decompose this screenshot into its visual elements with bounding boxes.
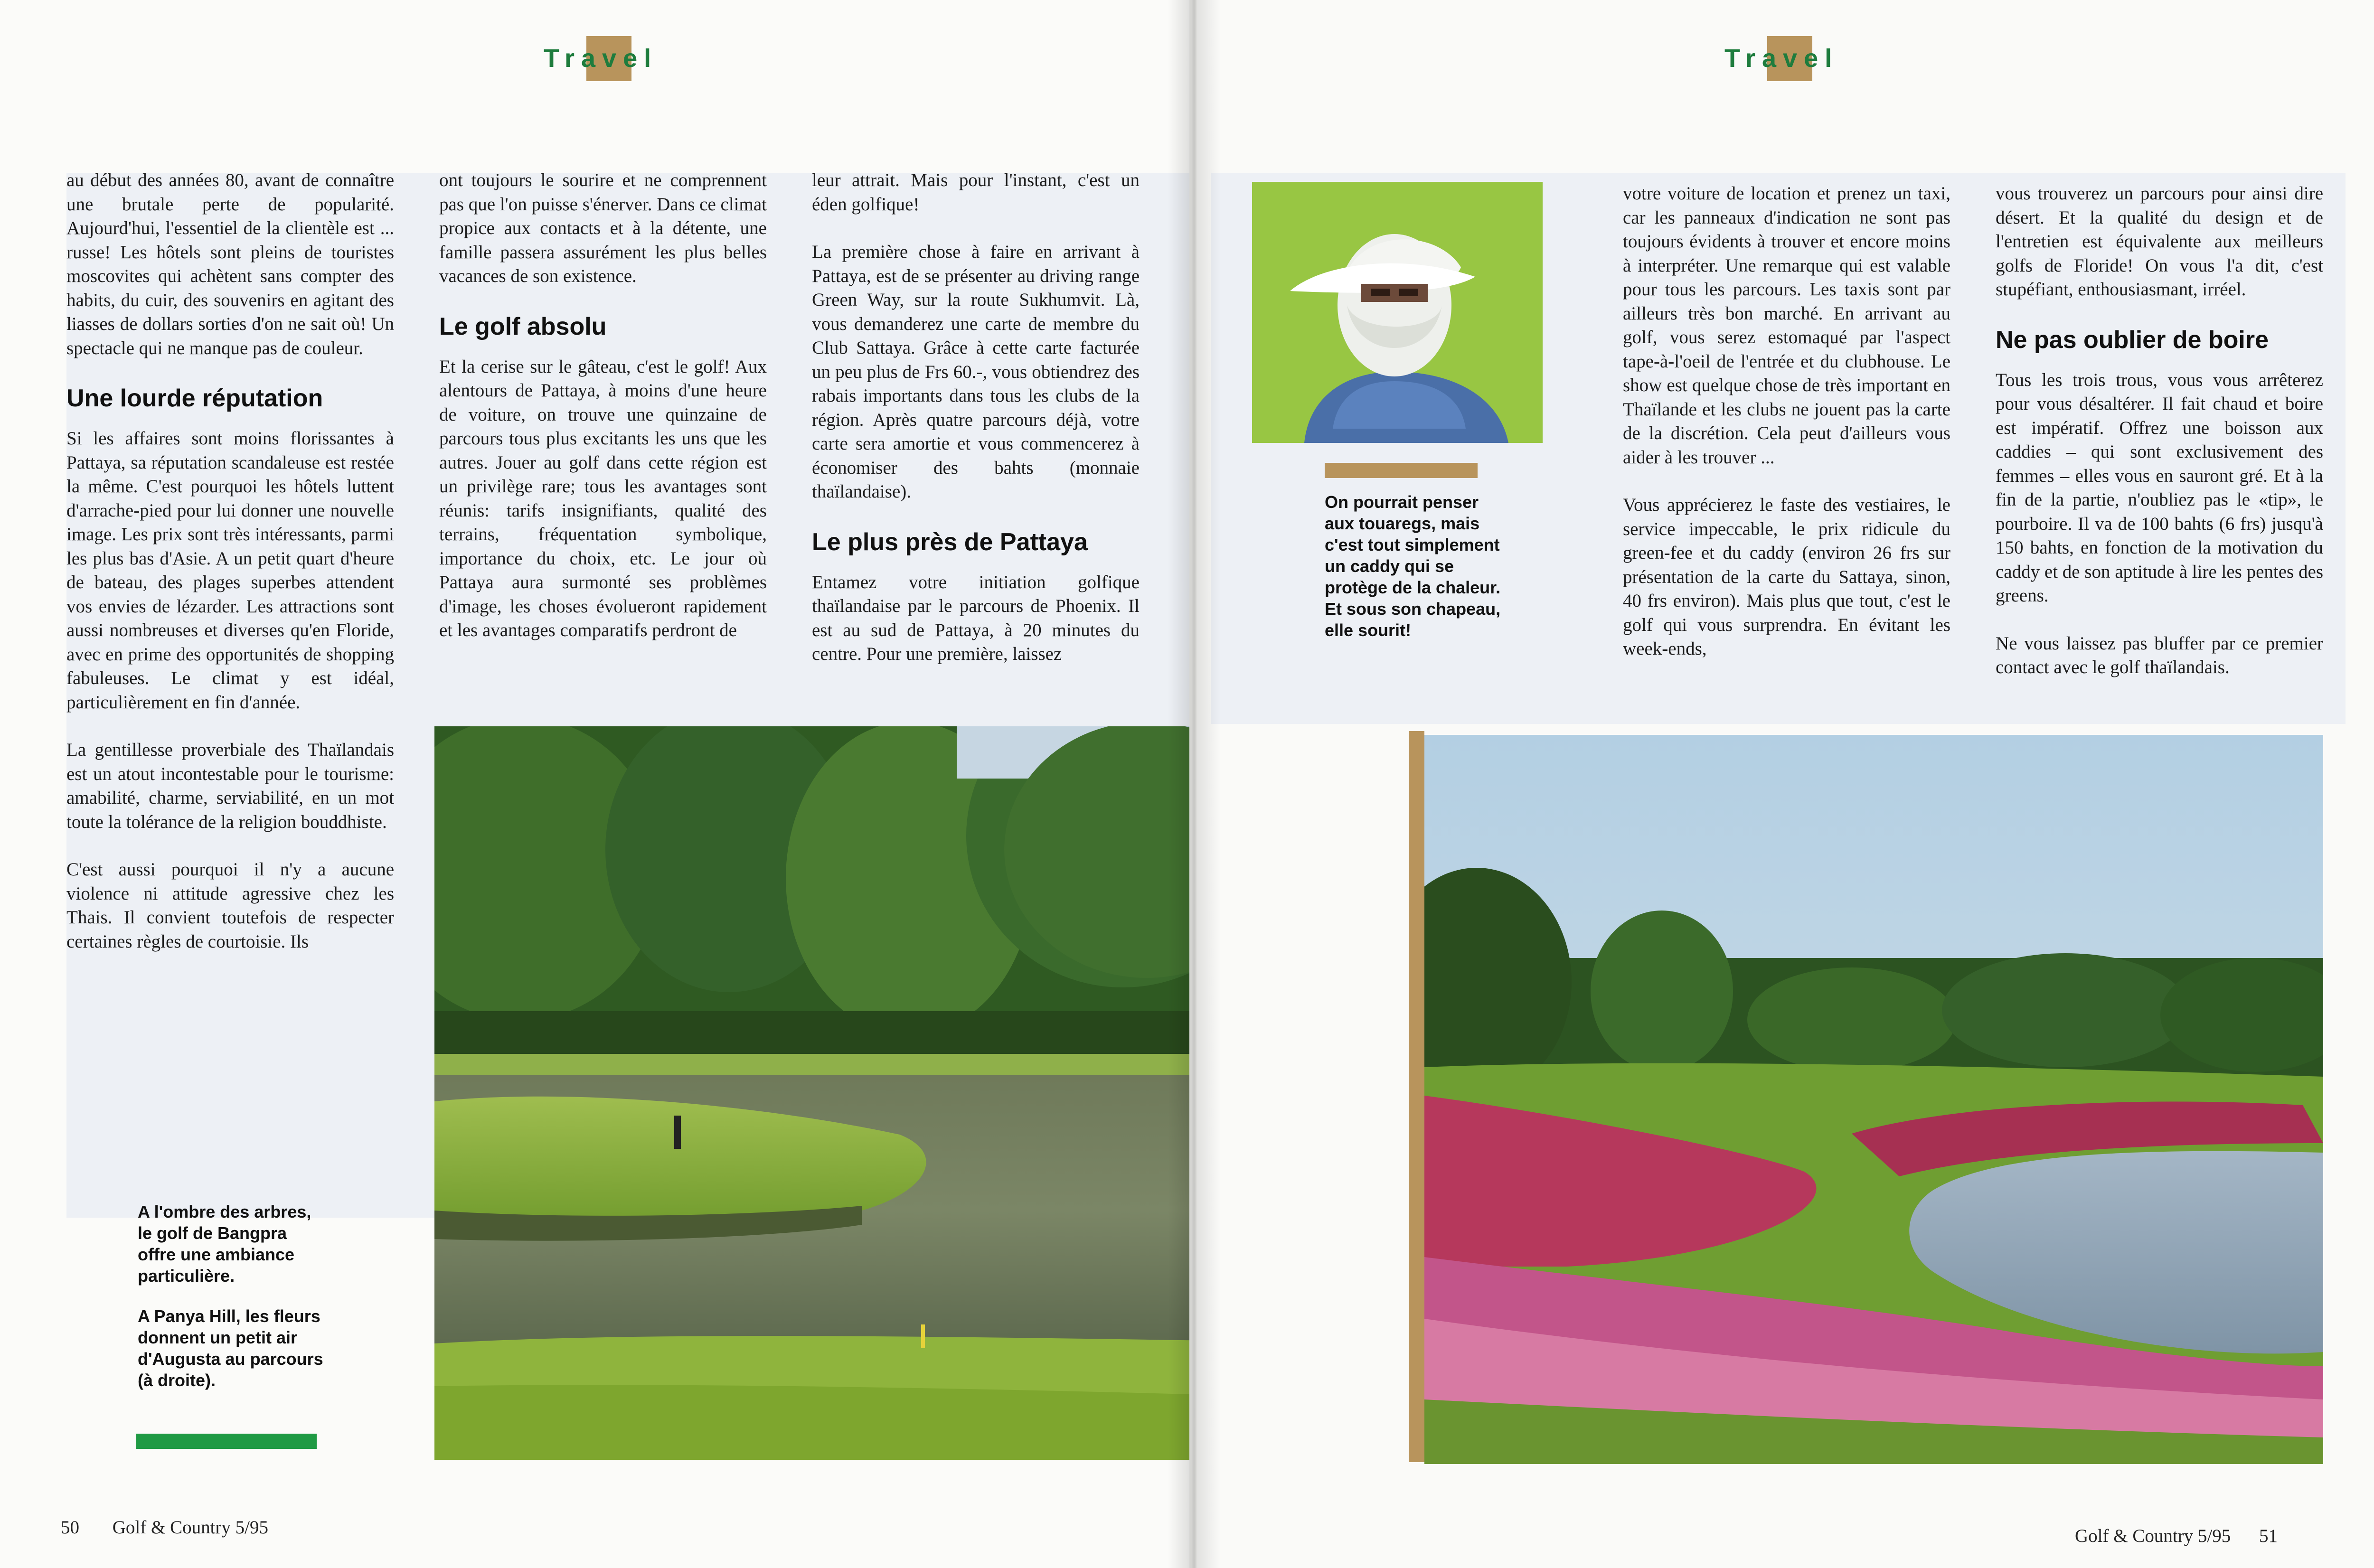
paragraph: C'est aussi pourquoi il n'y a aucune violence ni attitude agressive chez les Thais. Il convient toutefois de respecter certaines règles de courtoisie. Ils (66, 859, 394, 952)
subheading: Ne pas oublier de boire (1996, 326, 2269, 354)
right-page (1196, 0, 2374, 1568)
left-column-2 (439, 169, 767, 667)
section-header (544, 37, 658, 80)
caddy-caption: On pourrait penser aux touaregs, mais c'est tout simplement un caddy qui se protège de la chaleur. Et sous son chapeau, elle sourit! (1325, 492, 1501, 640)
paragraph: Ne vous laissez pas bluffer par ce premier contact avec le golf thaïlandais. (1996, 633, 2323, 677)
right-column-2 (1996, 182, 2323, 704)
caption-paragraph: A Panya Hill, les fleurs donnent un petit air d'Augusta au parcours (à droite). (138, 1306, 323, 1390)
left-caption (138, 1201, 328, 1410)
panya-hill-golf-photo (1424, 735, 2323, 1464)
spine-shadow (1168, 0, 1220, 1568)
paragraph: leur attrait. Mais pour l'instant, c'est un éden golfique! (812, 170, 1140, 215)
bangpra-golf-photo (434, 726, 1189, 1460)
paragraph: votre voiture de location et prenez un taxi, car les panneaux d'indication ne sont pas toujours évidents à trouver et encore moins à interpréter. Une remarque qui est valable pour tous les parcours. Les taxis sont par ailleurs très bon marché. En arrivant au golf, vous serez estomaqué par l'aspect tape-à-l'oeil de l'entrée et du clubhouse. Le show est quelque chose de très important en Thaïlande et les clubs ne jouent pas la carte de la discrétion. Cela peut d'ailleurs vous aider à les trouver ... (1623, 183, 1950, 468)
section-header-label: Travel (1724, 44, 1839, 73)
section-header-label: Travel (544, 44, 658, 73)
magazine-issue: Golf & Country 5/95 (2075, 1526, 2231, 1546)
caption-paragraph: A l'ombre des arbres, le golf de Bangpra offre une ambiance particulière. (138, 1202, 311, 1286)
paragraph: vous trouverez un parcours pour ainsi dire désert. Et la qualité du design et de l'entretien est équivalente aux meilleurs golfs de Floride! On vous l'a dit, c'est stupéfiant, enthousiasmant, irréel. (1996, 183, 2323, 300)
subheading: Le golf absolu (439, 312, 607, 340)
paragraph: Et la cerise sur le gâteau, c'est le golf! Aux alentours de Pattaya, à moins d'une heure de voiture, on trouve une quinzaine de parcours tous plus excitants les uns que les autres. Jouer au golf dans cette région est un privilège rare; tous les avantages sont réunis: tarifs insignifiants, qualité des terrains, fréquentation symbolique, importance du choix, etc. Le jour où Pattaya aura surmonté ses problèmes d'image, les choses évolueront rapidement et les avantages comparatifs perdront de (439, 356, 767, 640)
caption-rule-green (136, 1434, 317, 1449)
paragraph: ont toujours le sourire et ne comprennent pas que l'on puisse s'énerver. Dans ce climat propice aux contacts et à la détente, une famille passera assurément les plus belles vacances de son existence. (439, 170, 767, 286)
folio-right (2075, 1525, 2278, 1547)
caption-rule-gold (1325, 463, 1478, 478)
left-column-3 (812, 169, 1140, 690)
page-number: 50 (61, 1517, 79, 1538)
paragraph: Vous apprécierez le faste des vestiaires, le service impeccable, le prix ridicule du green-fee et du caddy (environ 26 frs sur présentation de la carte du Sattaya, sinon, 40 frs environ). Mais plus que tout, c'est le golf qui vous surprendra. En évitant les week-ends, (1623, 495, 1950, 659)
right-column-1 (1623, 182, 1950, 685)
magazine-issue: Golf & Country 5/95 (112, 1517, 268, 1538)
paragraph: au début des années 80, avant de connaître une brutale perte de popularité. Aujourd'hui, l'essentiel de la clientèle est ... russe! Les hôtels sont pleins de touristes moscovites qui achètent sans compter des habits, du cuir, des souvenirs en agitant des liasses de dollars sorties d'on ne sait où! Un spectacle qui ne manque pas de couleur. (66, 170, 394, 358)
paragraph: Entamez votre initiation golfique thaïlandaise par le parcours de Phoenix. Il est au sud de Pattaya, à 20 minutes du centre. Pour une première, laissez (812, 572, 1140, 664)
folio-left (61, 1517, 268, 1538)
subheading: Une lourde réputation (66, 385, 323, 412)
page-number: 51 (2259, 1526, 2278, 1546)
subheading: Le plus près de Pattaya (812, 528, 1088, 556)
section-header (1724, 37, 1838, 80)
caddy-photo (1252, 182, 1543, 443)
paragraph: Si les affaires sont moins florissantes à Pattaya, sa réputation scandaleuse est restée la même. C'est pourquoi les hôtels luttent d'arrache-pied pour lui donner une nouvelle image. Les prix sont très intéressants, parmi les plus bas d'Asie. A un petit quart d'heure de bateau, des plages superbes attendent vos envies de lézarder. Les attractions sont aussi nombreuses et diverses qu'en Floride, avec en prime des opportunités de shopping fabuleuses. Le climat y est idéal, particulièrement en fin d'année. (66, 428, 394, 713)
paragraph: La première chose à faire en arrivant à Pattaya, est de se présenter au driving range Green Way, sur la route Sukhumvit. Là, vous demanderez une carte de membre du Club Sattaya. Grâce à cette carte facturée un peu plus de Frs 60.-, vous obtiendrez des rabais importants dans tous les clubs de la région. Après quatre parcours déjà, votre carte sera amortie et vous commencerez à économiser des bahts (monnaie thaïlandaise). (812, 242, 1140, 502)
paragraph: La gentillesse proverbiale des Thaïlandais est un atout incontestable pour le tourisme: amabilité, charme, serviabilité, en un mot toute la tolérance de la religion bouddhiste. (66, 740, 394, 832)
paragraph: Tous les trois trous, vous vous arrêterez pour vous désaltérer. Il fait chaud et boire est impératif. Offrez une boisson aux caddies – qui sont exclusivement des femmes – elles vous en sauront gré. Et à la fin de la partie, n'oubliez pas le «tip», le pourboire. Il va de 100 bahts (6 frs) jusqu'à 150 bahts, en fonction de la motivation du caddy et de son aptitude à lire les pentes des greens. (1996, 369, 2323, 606)
left-column-1 (66, 169, 394, 977)
photo-divider-gold (1409, 731, 1424, 1462)
